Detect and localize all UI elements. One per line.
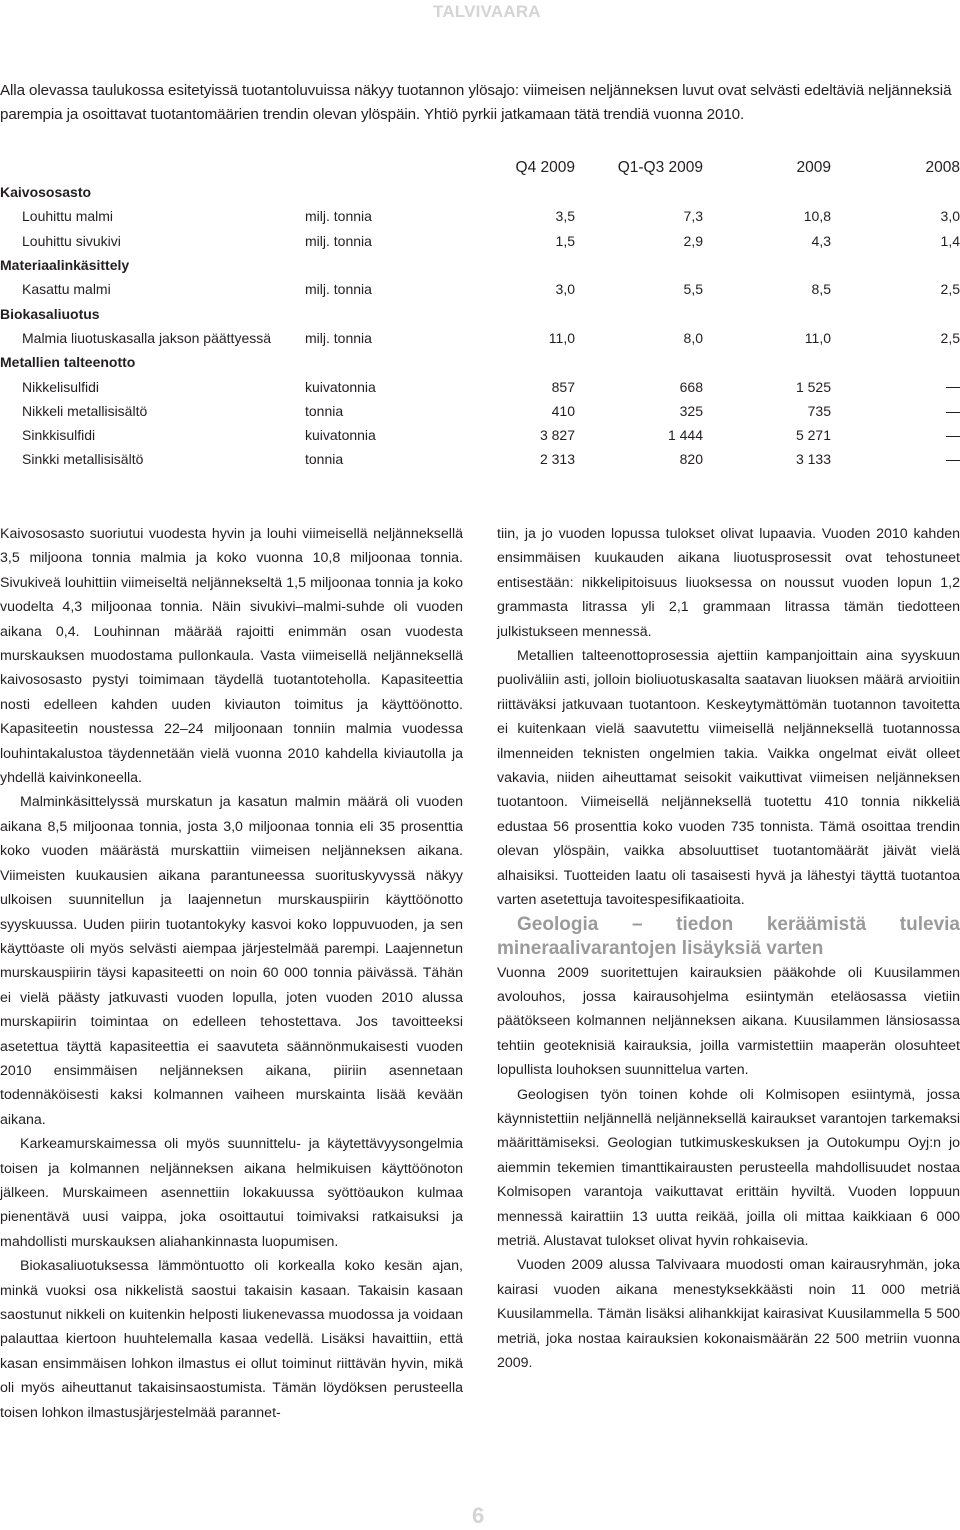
body-paragraph: Biokasaliuotuksessa lämmöntuotto oli korkealla koko kesän ajan, minkä vuoksi osa nikkelistä saostui takaisin kasaan. Takaisin kasaan saostunut nikkeli on kuitenkin helposti liukenevassa muodossa ja voidaan palauttaa kiertoon huuhtelemalla kasaa vedellä. Lisäksi havaittiin, että kasan ensimmäisen lohkon ilmastus ei ollut toiminut riittävän hyvin, mikä oli myös aiheuttanut takaisinsaostumista. Tämän löydöksen perusteella toisen lohkon ilmastusjärjestelmää parannet- xyxy=(0,1258,463,1421)
value-cell: 857 xyxy=(551,378,575,395)
row-label: Louhittu sivukivi xyxy=(22,232,121,249)
value-cell: 10,8 xyxy=(803,208,831,225)
value-cell: 2,9 xyxy=(683,232,703,249)
row-label: Sinkkisulfidi xyxy=(22,427,96,444)
body-paragraph: Vuoden 2009 alussa Talvivaara muodosti oman kairausryhmän, joka kairasi vuoden aikana menestyksekkäästi noin 11 000 metriä Kuusilammella. Tämän lisäksi alihankkijat kairasivat Kuusilammella 5 500 metriä, joka nostaa kairauksien kokonaismäärän 22 500 metriin vuonna 2009. xyxy=(497,1257,960,1371)
empty-value-dash xyxy=(831,374,960,398)
value-cell: 11,0 xyxy=(548,329,575,346)
value-cell: 668 xyxy=(679,378,703,395)
table-row xyxy=(0,447,960,471)
header-cell: 2008 xyxy=(925,159,960,176)
row-unit: tonnia xyxy=(305,451,344,468)
header-cell xyxy=(0,156,305,180)
value-cell: 8,5 xyxy=(811,281,831,298)
dash-mark xyxy=(946,460,960,461)
value-cell: 11,0 xyxy=(804,329,831,346)
row-unit: kuivatonnia xyxy=(305,378,376,395)
row-unit: milj. tonnia xyxy=(305,232,372,249)
value-cell: 5,5 xyxy=(683,281,703,298)
table-header-row xyxy=(0,156,960,180)
right-text-column xyxy=(497,522,960,1375)
row-unit: kuivatonnia xyxy=(305,427,376,444)
body-paragraph: Vuonna 2009 suoritettujen kairauksien pääkohde oli Kuusilammen avolouhos, jossa kairausohjelma esiintymän eteläosassa vietiin päätökseen kolmannen neljänneksen aikana. Kuusilammen länsiosassa tehtiin geoteknisiä kairauksia, joilla varmistettiin maaperän olosuhteet lopullista louhoksen suunnittelua varten. xyxy=(497,964,960,1079)
table-section-row xyxy=(0,350,960,374)
value-cell: 3,5 xyxy=(555,208,575,225)
value-cell: 1,4 xyxy=(940,232,960,249)
value-cell: 325 xyxy=(679,402,703,419)
value-cell: 1 525 xyxy=(795,378,831,395)
value-cell: 5 271 xyxy=(795,427,831,444)
row-unit: milj. tonnia xyxy=(305,208,372,225)
value-cell: 8,0 xyxy=(683,329,703,346)
table-section-row xyxy=(0,253,960,277)
value-cell: 3 827 xyxy=(539,427,575,444)
row-label: Louhittu malmi xyxy=(22,208,114,225)
value-cell: 4,3 xyxy=(811,232,831,249)
row-unit: tonnia xyxy=(305,402,344,419)
value-cell: 3,0 xyxy=(940,208,960,225)
section-heading: Geologia – tiedon keräämistä tulevia mineraalivarantojen lisäyksiä varten xyxy=(497,913,960,959)
dash-mark xyxy=(946,387,960,388)
value-cell: 2,5 xyxy=(940,281,960,298)
row-label: Sinkki metallisisältö xyxy=(22,451,144,468)
table-row xyxy=(0,326,960,350)
row-unit: milj. tonnia xyxy=(305,281,372,298)
row-unit: milj. tonnia xyxy=(305,329,372,346)
intro-paragraph: Alla olevassa taulukossa esitetyissä tuotantoluvuissa näkyy tuotannon ylösajo: viimeisen neljänneksen luvut ovat selvästi edeltäviä neljänneksiä parempia ja osoittavat tuotantomäärien trendin olevan ylöspäin. Yhtiö pyrkii jatkamaan tätä trendiä vuonna 2010. xyxy=(0,82,952,123)
header-cell xyxy=(305,156,455,180)
table-row xyxy=(0,229,960,253)
left-text-column xyxy=(0,522,463,1425)
section-title: Materiaalinkäsittely xyxy=(0,257,130,274)
body-paragraph: Metallien talteenottoprosessia ajettiin kampanjoittain aina syyskuun puoliväliin asti, jolloin bioliuotuskasalta saatavan liuoksen määrä arvioitiin riittäväksi jatkuvaan tuotantoon. Keskeytymättömän tuotannon tavoitetta ei kuitenkaan vielä saavutettu viimeisellä neljänneksellä tuotannossa ilmenneiden teknisten ongelmien takia. Vaikka ongelmat eivät olleet vakavia, niiden aiheuttamat seisokit vaikuttivat viimeisen neljänneksen tuotantoon. Viimeisellä neljänneksellä tuotettu 410 tonnia nikkeliä edustaa 56 prosenttia koko vuoden 735 tonnista. Tämä osoittaa trendin olevan ylöspäin, vaikka absoluuttiset tuotantomäärät jäivät vielä alhaisiksi. Tuotteiden laatu oli tasaisesti hyvä ja lähestyi täyttä tuotantoa varten asetettuja tavoitespesifikaatioita. xyxy=(497,648,960,909)
table-row xyxy=(0,423,960,447)
production-table xyxy=(0,156,960,472)
page-number: 6 xyxy=(472,1503,485,1528)
value-cell: 1,5 xyxy=(555,232,575,249)
value-cell: 2,5 xyxy=(940,329,960,346)
value-cell: 3,0 xyxy=(555,281,575,298)
body-paragraph: Kaivososasto suoriutui vuodesta hyvin ja louhi viimeisellä neljänneksellä 3,5 miljoona tonnia malmia ja koko vuonna 10,8 miljoonaa tonnia. Sivukiveä louhittiin viimeiseltä neljännekseltä 1,5 miljoonaa tonnia ja koko vuodelta 4,3 miljoonaa tonnia. Näin sivukivi–malmi-suhde oli vuoden aikana 0,4. Louhinnan määrää rajoitti enimmän osan vuodesta murskauksen muodostama pullonkaula. Vasta viimeisellä neljänneksellä kaivososasto pystyi toimimaan täydellä tuotantoteholla. Kapasiteettia nosti edelleen kahden uuden kiviauton toimitus ja käyttöönotto. Kapasiteetin noustessa 22–24 miljoonaan tonniin malmia vuodessa louhintakalustoa täydennetään vielä vuonna 2010 kahdella kiviautolla ja yhdellä kaivinkoneella. xyxy=(0,526,463,787)
header-cell: Q1-Q3 2009 xyxy=(617,159,703,176)
body-paragraph: Geologisen työn toinen kohde oli Kolmisopen esiintymä, jossa käynnistettiin neljännellä neljänneksellä kairaukset varantojen tarkemaksi määrittämiseksi. Geologian tutkimuskeskuksen ja Outokumpu Oyj:n jo aiemmin tekemien timanttikairausten perusteella mahdollisuudet nostaa Kolmisopen varantoja vaikuttavat erittäin hyviltä. Vuoden loppuun mennessä kairattiin 13 uutta reikää, joilla oli mittaa kaikkiaan 6 000 metriä. Alustavat tulokset olivat hyvin rohkaisevia. xyxy=(497,1086,960,1249)
row-label: Kasattu malmi xyxy=(22,281,111,298)
table-row xyxy=(0,277,960,301)
value-cell: 7,3 xyxy=(683,208,703,225)
empty-value-dash xyxy=(831,423,960,447)
section-title: Biokasaliuotus xyxy=(0,305,100,322)
row-label: Malmia liuotuskasalla jakson päättyessä xyxy=(22,329,272,346)
empty-value-dash xyxy=(831,447,960,471)
value-cell: 2 313 xyxy=(539,451,575,468)
body-paragraph: Malminkäsittelyssä murskatun ja kasatun malmin määrä oli vuoden aikana 8,5 miljoonaa tonnia, josta 3,0 miljoonaa tonnia eli 35 prosenttia koko vuoden määrästä murskattiin viimeisen neljänneksen aikana. Viimeisten kuukausien aikana parantuneessa suorituskyvyssä näkyy ulkoisen suunnitellun ja laajennetun murskauspiirin käyttöönotto syyskuussa. Uuden piirin tuotantokyky kasvoi koko loppuvuoden, ja sen käyttöaste oli myös selvästi aiempaa järjestelmää parempi. Laajennetun murskauspiirin täysi kapasiteetti on noin 60 000 tonnia päivässä. Tähän ei vielä päästy jatkuvasti vuoden lopulla, joten vuoden 2010 alussa murskapiirin toimintaa on edelleen tehostettava. Jos tavoitteeksi asetettua täyttä kapasiteettia ei saavuteta säännönmukaisesti vuoden 2010 ensimmäisen neljänneksen aikana, piiriin asennetaan todennäköisesti kaksi kolmannen vaiheen murskainta lisää kevään aikana. xyxy=(0,794,463,1128)
table-body xyxy=(0,180,960,472)
empty-value-dash xyxy=(831,399,960,423)
value-cell: 410 xyxy=(551,402,575,419)
brand-header: TALVIVAARA xyxy=(433,2,541,21)
dash-mark xyxy=(946,412,960,413)
row-label: Nikkelisulfidi xyxy=(22,378,100,395)
body-paragraph: tiin, ja jo vuoden lopussa tulokset olivat lupaavia. Vuoden 2010 kahden ensimmäisen kuukauden aikana liuotusprosessit ovat tehostuneet entisestään: nikkelipitoisuus liuoksessa on noussut vuoden lopun 1,2 grammasta litrassa yli 2,1 grammaan litrassa tämän tiedotteen julkistukseen mennessä. xyxy=(497,526,960,640)
body-paragraph: Karkeamurskaimessa oli myös suunnittelu- ja käytettävyysongelmia toisen ja kolmannen neljänneksen aikana helmikuisen käyttöönoton jälkeen. Murskaimeen asennettiin lokakuussa syöttöaukon kulmaa pienentävä uusi vaippa, joka osoittautui toimivaksi ratkaisuksi ja mahdollisti murskauksen aliahankinnasta luopumisen. xyxy=(0,1136,463,1250)
section-title: Kaivososasto xyxy=(0,184,92,201)
table-section-row xyxy=(0,301,960,325)
table-row xyxy=(0,374,960,398)
dash-mark xyxy=(946,436,960,437)
table-row xyxy=(0,399,960,423)
value-cell: 3 133 xyxy=(795,451,831,468)
header-cell: 2009 xyxy=(796,159,831,176)
section-title: Metallien talteenotto xyxy=(0,354,136,371)
row-label: Nikkeli metallisisältö xyxy=(22,402,148,419)
value-cell: 1 444 xyxy=(667,427,703,444)
table-row xyxy=(0,204,960,228)
value-cell: 735 xyxy=(807,402,831,419)
table-section-row xyxy=(0,180,960,204)
value-cell: 820 xyxy=(679,451,703,468)
header-cell: Q4 2009 xyxy=(515,159,575,176)
